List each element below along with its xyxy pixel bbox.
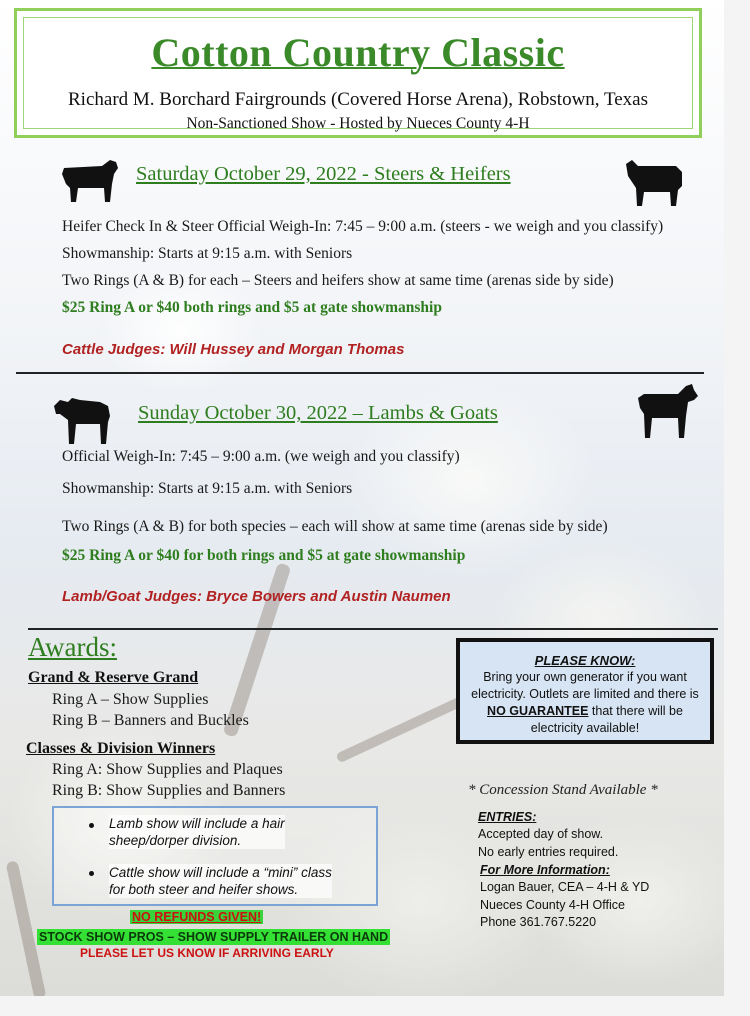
venue-line: Richard M. Borchard Fairgrounds (Covered Horse Arena), Robstown, Texas <box>68 89 648 110</box>
section-divider <box>28 628 718 630</box>
heifer-icon <box>622 156 686 208</box>
saturday-fees: $25 Ring A or $40 both rings and $5 at gate showmanship <box>62 299 442 316</box>
entries-line-2: No early entries required. <box>478 845 619 859</box>
sunday-line-1: Official Weigh-In: 7:45 – 9:00 a.m. (we weigh and you classify) <box>62 448 460 465</box>
classes-item-2: Ring B: Show Supplies and Banners <box>52 782 286 799</box>
lamb-goat-judges: Lamb/Goat Judges: Bryce Bowers and Austin Naumen <box>62 588 451 605</box>
lamb-icon <box>50 392 116 446</box>
classes-item-1: Ring A: Show Supplies and Plaques <box>52 761 283 778</box>
grand-item-2: Ring B – Banners and Buckles <box>52 712 249 729</box>
entries-line-1: Accepted day of show. <box>478 827 604 841</box>
saturday-line-2: Showmanship: Starts at 9:15 a.m. with Seniors <box>62 245 353 262</box>
more-info-heading: For More Information: <box>480 863 610 877</box>
goat-icon <box>632 382 702 440</box>
note-lamb: Lamb show will include a hair sheep/dorper division. <box>109 816 285 848</box>
entries-heading: ENTRIES: <box>478 810 537 824</box>
page-title: Cotton Country Classic <box>151 30 565 75</box>
grand-item-1: Ring A – Show Supplies <box>52 691 209 708</box>
contact-name: Logan Bauer, CEA – 4-H & YD <box>480 880 650 894</box>
saturday-heading: Saturday October 29, 2022 - Steers & Heifers <box>136 163 511 185</box>
contact-office: Nueces County 4-H Office <box>480 898 625 912</box>
cattle-judges: Cattle Judges: Will Hussey and Morgan Thomas <box>62 341 405 358</box>
section-divider <box>16 372 704 374</box>
bullet-dot <box>89 823 94 828</box>
contact-phone: Phone 361.767.5220 <box>480 915 597 929</box>
please-know-heading: PLEASE KNOW: <box>534 653 636 668</box>
bullet-dot <box>89 871 94 876</box>
sunday-fees: $25 Ring A or $40 for both rings and $5 at gate showmanship <box>62 547 466 564</box>
please-know-line-2: electricity. Outlets are limited and there is <box>471 687 699 701</box>
classes-heading: Classes & Division Winners <box>26 740 216 757</box>
please-know-line-1: Bring your own generator if you want <box>483 670 687 684</box>
steer-icon <box>58 154 122 204</box>
no-refunds-notice: NO REFUNDS GIVEN! <box>132 910 262 924</box>
host-line: Non-Sanctioned Show - Hosted by Nueces County 4-H <box>186 115 530 132</box>
sunday-line-3: Two Rings (A & B) for both species – each will show at same time (arenas side by side) <box>62 518 608 535</box>
arriving-early-notice: PLEASE LET US KNOW IF ARRIVING EARLY <box>80 946 334 960</box>
note-cattle: Cattle show will include a “mini” class for both steer and heifer shows. <box>109 865 332 897</box>
please-know-line-3: NO GUARANTEE that there will be <box>487 704 683 718</box>
saturday-line-3: Two Rings (A & B) for each – Steers and heifers show at same time (arenas side by side) <box>62 272 614 289</box>
notes-box <box>52 806 378 906</box>
grand-heading: Grand & Reserve Grand <box>28 669 199 686</box>
please-know-box <box>456 638 714 744</box>
sunday-line-2: Showmanship: Starts at 9:15 a.m. with Seniors <box>62 480 353 497</box>
title-box <box>14 8 702 138</box>
supply-trailer-notice: STOCK SHOW PROS – SHOW SUPPLY TRAILER ON HAND <box>39 930 389 944</box>
please-know-line-4: electricity available! <box>530 721 640 735</box>
sunday-heading: Sunday October 30, 2022 – Lambs & Goats <box>138 402 498 424</box>
awards-title: Awards: <box>28 632 118 662</box>
concession-note: * Concession Stand Available * <box>468 782 658 798</box>
saturday-line-1: Heifer Check In & Steer Official Weigh-In: 7:45 – 9:00 a.m. (steers - we weigh and you classify) <box>62 218 664 235</box>
